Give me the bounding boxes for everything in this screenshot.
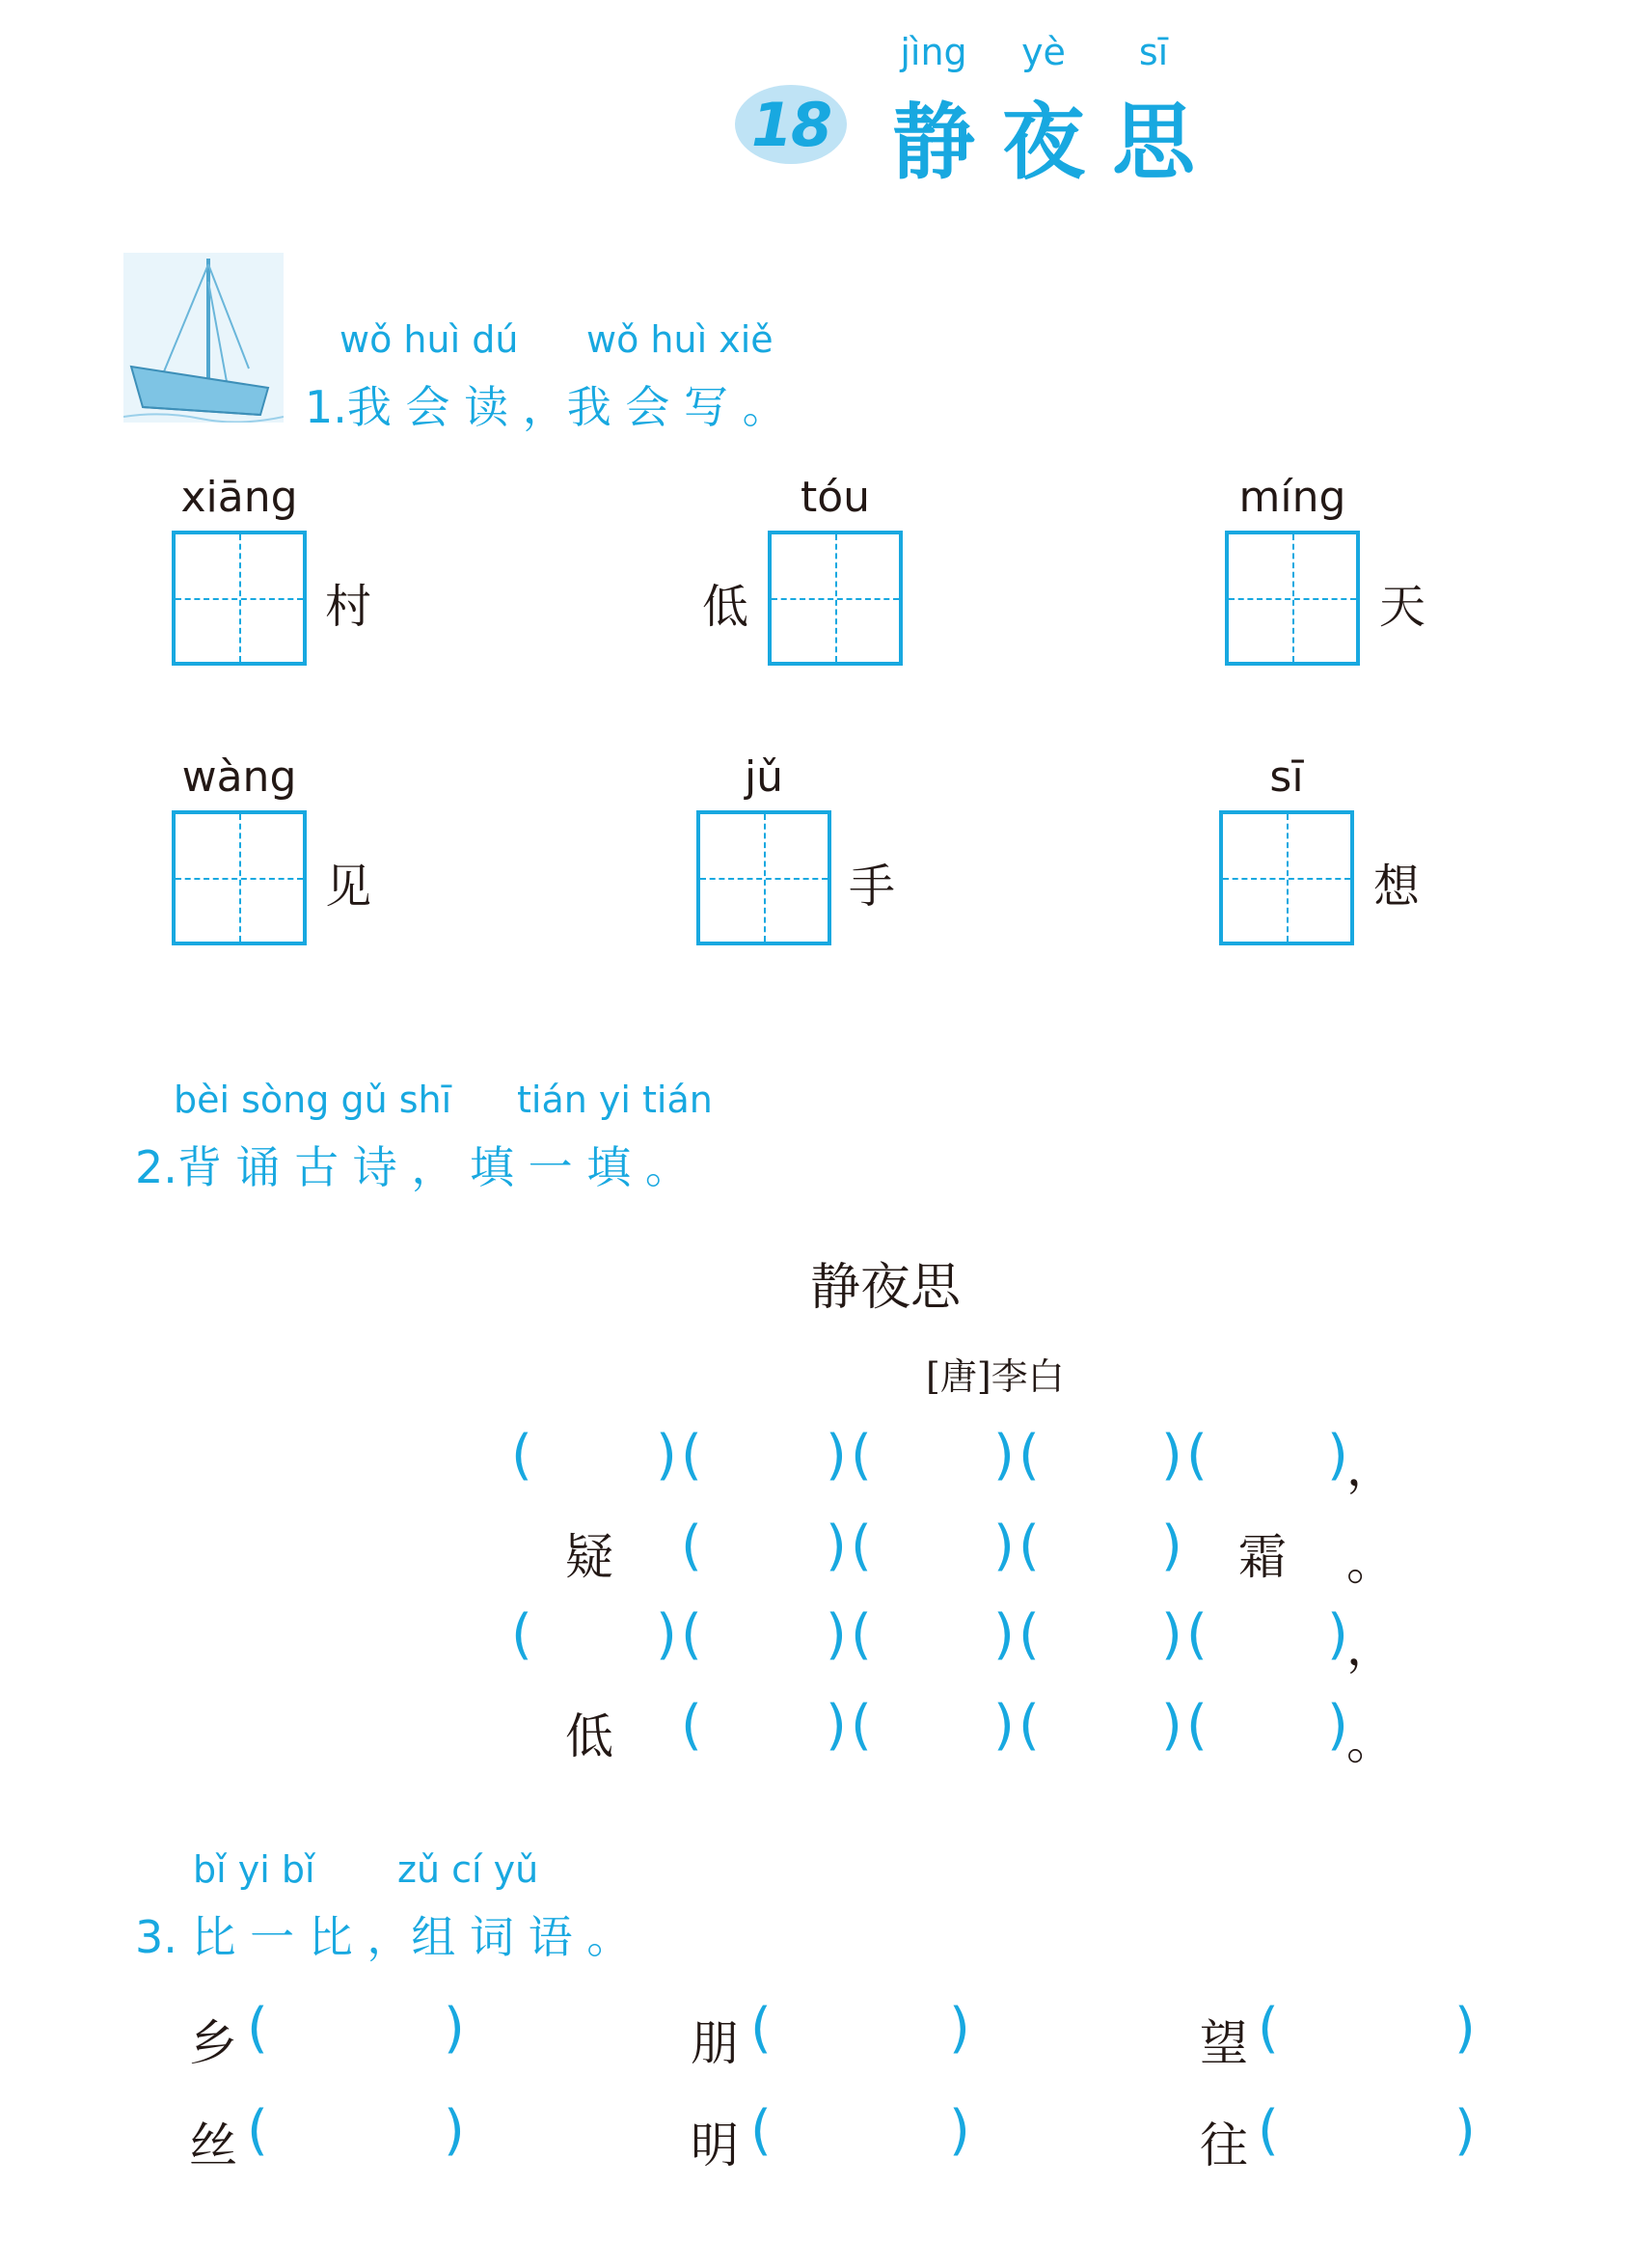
writing-box-1[interactable] <box>172 531 307 666</box>
blank-open: ( <box>511 1424 532 1487</box>
blank-close: ) <box>826 1694 847 1757</box>
blank-open: ( <box>851 1515 872 1577</box>
blank-close: ) <box>1327 1694 1348 1757</box>
poem-author: [唐]李白 <box>926 1355 1065 1398</box>
blank-open: ( <box>1186 1424 1208 1487</box>
blank-close: ) <box>993 1424 1015 1487</box>
blank-open: ( <box>750 2099 772 2162</box>
item5-pinyin: jǔ <box>744 752 784 802</box>
blank-close: ) <box>826 1515 847 1577</box>
section2-title: 2.背 诵 古 诗 ， 填 一 填 。 <box>135 1141 690 1193</box>
blank-close: ) <box>1161 1515 1182 1577</box>
item3-char: 天 <box>1379 580 1426 634</box>
blank-open: ( <box>681 1424 702 1487</box>
blank-open: ( <box>1258 2099 1279 2162</box>
section2-pinyin-a: bèi sòng gǔ shī <box>174 1079 452 1121</box>
section1-pinyin-b: wǒ huì xiě <box>586 318 774 361</box>
blank-open: ( <box>681 1515 702 1577</box>
item4-pinyin: wàng <box>181 752 297 802</box>
item4-char: 见 <box>325 860 372 914</box>
blank-open: ( <box>1018 1424 1040 1487</box>
blank-open: ( <box>1258 1997 1279 2060</box>
title-char-3: 思 <box>1112 94 1195 191</box>
item1-char: 村 <box>325 580 372 634</box>
boat-illustration <box>123 253 284 423</box>
writing-box-4[interactable] <box>172 810 307 945</box>
blank-close: ) <box>1454 1997 1476 2060</box>
poem-line-2 <box>511 1515 1395 1592</box>
period: 。 <box>1346 1714 1395 1770</box>
item6-char: 想 <box>1373 860 1421 914</box>
blank-open: ( <box>1186 1694 1208 1757</box>
writing-box-6[interactable] <box>1219 810 1354 945</box>
blank-open: ( <box>247 2099 268 2162</box>
compare-char: 往 <box>1200 2118 1248 2173</box>
blank-close: ) <box>444 2099 465 2162</box>
blank-close: ) <box>1327 1603 1348 1666</box>
blank-close: ) <box>826 1424 847 1487</box>
blank-open: ( <box>681 1694 702 1757</box>
poem-line2-char: 霜 <box>1238 1529 1287 1585</box>
blank-open: ( <box>511 1603 532 1666</box>
blank-close: ) <box>949 2099 970 2162</box>
blank-close: ) <box>656 1603 677 1666</box>
poem-title: 静夜思 <box>810 1259 962 1317</box>
blank-open: ( <box>1018 1694 1040 1757</box>
blank-open: ( <box>247 1997 268 2060</box>
blank-open: ( <box>851 1694 872 1757</box>
title-pinyin-2: yè <box>1021 31 1066 73</box>
blank-open: ( <box>851 1424 872 1487</box>
blank-close: ) <box>993 1694 1015 1757</box>
comma: ， <box>1346 1440 1395 1496</box>
section1-title: 1.我 会 读 ，我 会 写 。 <box>305 381 787 433</box>
blank-open: ( <box>1186 1603 1208 1666</box>
blank-close: ) <box>1454 2099 1476 2162</box>
blank-open: ( <box>681 1603 702 1666</box>
compare-char: 朋 <box>691 2015 739 2071</box>
compare-char: 乡 <box>189 2015 237 2071</box>
blank-close: ) <box>949 1997 970 2060</box>
title-pinyin-3: sī <box>1138 31 1169 73</box>
section3-title: 3. 比 一 比 ，组 词 语 。 <box>135 1911 632 1963</box>
lesson-number-badge <box>735 85 847 164</box>
period: 。 <box>1346 1535 1395 1591</box>
writing-box-3[interactable] <box>1225 531 1360 666</box>
poem-line-3 <box>511 1603 1395 1681</box>
compare-char: 明 <box>691 2118 739 2173</box>
section1-pinyin-a: wǒ huì dú <box>339 318 519 361</box>
comma: ， <box>1346 1620 1395 1676</box>
blank-open: ( <box>1018 1515 1040 1577</box>
section2-pinyin-b: tián yi tián <box>517 1079 713 1121</box>
blank-close: ) <box>656 1424 677 1487</box>
item3-pinyin: míng <box>1238 473 1346 522</box>
item5-char: 手 <box>849 860 896 914</box>
item2-pinyin: tóu <box>800 473 871 522</box>
blank-close: ) <box>826 1603 847 1666</box>
blank-open: ( <box>1018 1603 1040 1666</box>
compare-char: 望 <box>1200 2015 1248 2071</box>
section3-pinyin-a: bǐ yi bǐ <box>193 1848 315 1891</box>
title-char-1: 静 <box>892 94 975 191</box>
lesson-number: 18 <box>750 89 831 160</box>
compare-row-1 <box>0 1997 1629 2074</box>
compare-row-2 <box>0 2099 1629 2176</box>
blank-close: ) <box>1161 1694 1182 1757</box>
item2-char: 低 <box>702 580 749 634</box>
section3-pinyin-b: zǔ cí yǔ <box>397 1848 539 1891</box>
poem-line4-start: 低 <box>565 1708 613 1764</box>
blank-open: ( <box>851 1603 872 1666</box>
blank-close: ) <box>1161 1603 1182 1666</box>
title-char-2: 夜 <box>1002 94 1085 191</box>
poem-line-4 <box>511 1694 1395 1771</box>
blank-close: ) <box>444 1997 465 2060</box>
poem-line2-start: 疑 <box>565 1529 613 1585</box>
item1-pinyin: xiāng <box>180 473 298 522</box>
item6-pinyin: sī <box>1269 752 1304 802</box>
title-pinyin-1: jìng <box>900 31 967 73</box>
writing-box-5[interactable] <box>696 810 831 945</box>
poem-line-1 <box>511 1424 1395 1501</box>
blank-close: ) <box>1161 1424 1182 1487</box>
compare-char: 丝 <box>189 2118 237 2173</box>
blank-close: ) <box>1327 1424 1348 1487</box>
blank-close: ) <box>993 1515 1015 1577</box>
blank-open: ( <box>750 1997 772 2060</box>
writing-box-2[interactable] <box>768 531 903 666</box>
blank-close: ) <box>993 1603 1015 1666</box>
